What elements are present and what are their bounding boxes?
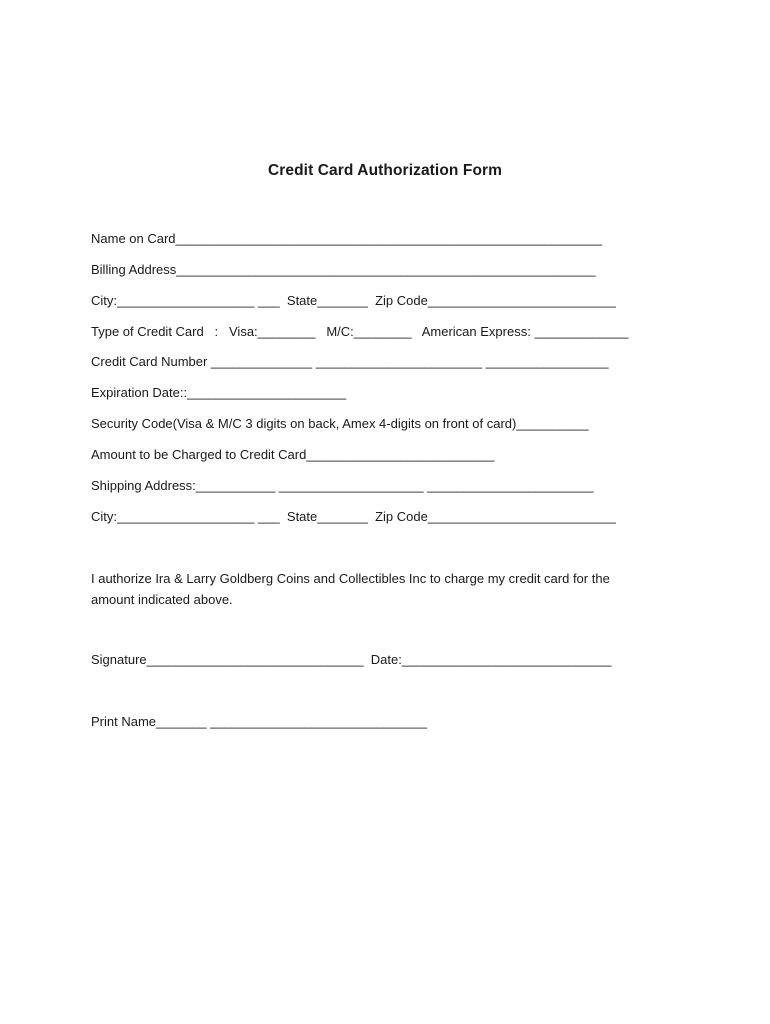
shipping-address-field: Shipping Address:___________ ____________________ _______________________ (91, 478, 594, 493)
credit-card-number-field: Credit Card Number ______________ _______________________ _________________ (91, 354, 609, 369)
billing-address-field: Billing Address__________________________________________________________ (91, 262, 596, 277)
authorization-statement: I authorize Ira & Larry Goldberg Coins and Collectibles Inc to charge my credit card for the amount indicated above. (91, 571, 610, 607)
security-code-field: Security Code(Visa & M/C 3 digits on back, Amex 4-digits on front of card)__________ (91, 416, 589, 431)
form-title: Credit Card Authorization Form (267, 162, 503, 179)
amount-to-charge-field: Amount to be Charged to Credit Card__________________________ (91, 447, 495, 462)
credit-card-type-field: Type of Credit Card : Visa:________ M/C:________ American Express: _____________ (91, 324, 629, 339)
print-name-field: Print Name_______ ______________________________ (91, 714, 428, 729)
shipping-city-state-zip-field: City:___________________ ___ State_______ Zip Code__________________________ (91, 509, 616, 524)
name-on-card-field: Name on Card___________________________________________________________ (91, 231, 603, 246)
signature-date-field: Signature______________________________ Date:_____________________________ (91, 652, 612, 667)
expiration-date-field: Expiration Date::______________________ (91, 385, 347, 400)
billing-city-state-zip-field: City:___________________ ___ State_______ Zip Code__________________________ (91, 293, 616, 308)
